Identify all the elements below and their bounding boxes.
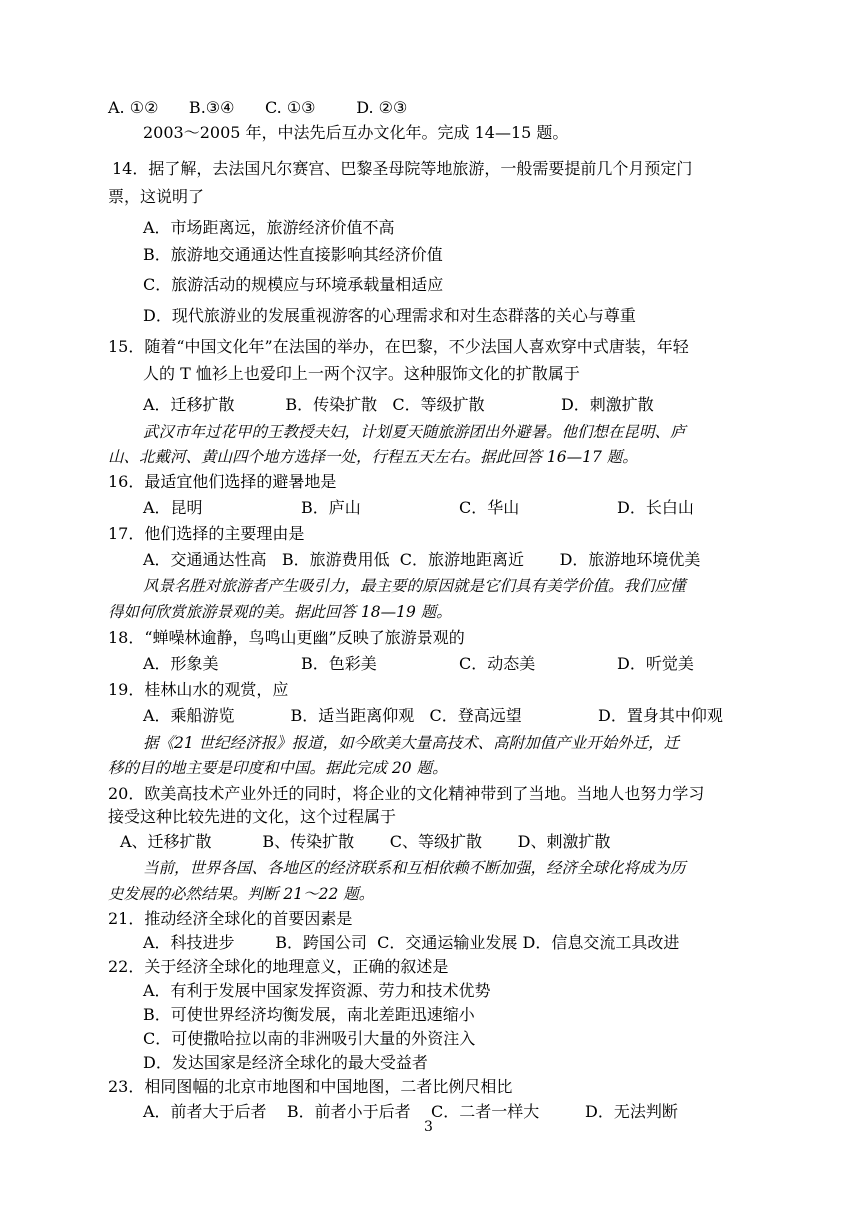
material-18-19: 风景名胜对旅游者产生吸引力，最主要的原因就是它们具有美学价值。我们应懂 [143,577,686,595]
q18-option-b: B．色彩美 [301,654,377,673]
q20-stem-cont: 接受这种比较先进的文化，这个过程属于 [108,807,397,826]
q15-stem: 15．随着“中国文化年”在法国的举办，在巴黎，不少法国人喜欢穿中式唐装，年轻 [108,337,689,356]
q14-option-b: B．旅游地交通通达性直接影响其经济价值 [143,245,443,264]
material-21-22: 当前，世界各国、各地区的经济联系和互相依赖不断加强，经济全球化将成为历 [143,859,686,877]
material-16-17: 武汉市年过花甲的王教授夫妇，计划夏天随旅游团出外避暑。他们想在昆明、庐 [143,423,686,441]
q17-stem: 17．他们选择的主要理由是 [108,524,305,543]
q20-options: A、迁移扩散 B、传染扩散 C、等级扩散 D、刺激扩散 [120,832,611,851]
q23-options: A．前者大于后者 B．前者小于后者 C．二者一样大 D．无法判断 [143,1102,678,1121]
q19-options: A．乘船游览 B．适当距离仰观 C．登高远望 D．置身其中仰观 [143,706,723,725]
material-20: 据《21 世纪经济报》报道，如今欧美大量高技术、高附加值产业开始外迁，迁 [143,734,680,752]
q22-stem: 22．关于经济全球化的地理意义，正确的叙述是 [108,957,449,976]
q18-option-a: A．形象美 [143,654,219,673]
q22-option-d: D．发达国家是经济全球化的最大受益者 [143,1053,428,1072]
q14-stem: 14．据了解，去法国凡尔赛宫、巴黎圣母院等地旅游，一般需要提前几个月预定门 [112,159,693,178]
material-21-22-cont: 史发展的必然结果。判断 21～22 题。 [108,885,375,903]
q21-stem: 21．推动经济全球化的首要因素是 [108,909,353,928]
q16-stem: 16．最适宜他们选择的避暑地是 [108,472,337,491]
q16-options [143,498,694,518]
q18-stem: 18．“蝉噪林逾静，鸟鸣山更幽”反映了旅游景观的 [108,628,465,647]
q16-option-d: D．长白山 [617,498,694,517]
q17-options: A．交通通达性高 B．旅游费用低 C．旅游地距离近 D．旅游地环境优美 [143,550,701,569]
q19-stem: 19．桂林山水的观赏，应 [108,680,289,699]
q16-option-c: C．华山 [459,498,520,517]
q22-option-a: A．有利于发展中国家发挥资源、劳力和技术优势 [143,981,491,1000]
q16-option-b: B．庐山 [301,498,361,517]
q18-option-c: C．动态美 [459,654,536,673]
q15-options: A．迁移扩散 B．传染扩散 C．等级扩散 D．刺激扩散 [143,395,654,414]
q18-options [143,654,694,674]
q23-stem: 23．相同图幅的北京市地图和中国地图，二者比例尺相比 [108,1077,513,1096]
section-intro-14-15: 2003～2005 年，中法先后互办文化年。完成 14—15 题。 [143,123,569,142]
q18-option-d: D．听觉美 [617,654,694,673]
q13-options: A. ①② B.③④ C. ①③ D. ②③ [108,98,408,117]
q16-option-a: A．昆明 [143,498,203,517]
q14-stem-cont: 票，这说明了 [108,187,205,206]
q14-option-c: C．旅游活动的规模应与环境承载量相适应 [143,275,444,294]
q14-option-a: A．市场距离远，旅游经济价值不高 [143,218,395,237]
q22-option-c: C．可使撒哈拉以南的非洲吸引大量的外资注入 [143,1029,476,1048]
material-16-17-cont: 山、北戴河、黄山四个地方选择一处，行程五天左右。据此回答 16—17 题。 [108,448,638,466]
q15-stem-cont: 人的 T 恤衫上也爱印上一两个汉字。这种服饰文化的扩散属于 [143,364,580,383]
material-18-19-cont: 得如何欣赏旅游景观的美。据此回答 18—19 题。 [108,603,452,621]
page-number: 3 [424,1119,433,1135]
q20-stem: 20．欧美高技术产业外迁的同时，将企业的文化精神带到了当地。当地人也努力学习 [108,784,705,803]
q21-options: A．科技进步 B．跨国公司 C．交通运输业发展 D．信息交流工具改进 [143,933,680,952]
q14-option-d: D．现代旅游业的发展重视游客的心理需求和对生态群落的关心与尊重 [143,306,636,325]
material-20-cont: 移的目的地主要是印度和中国。据此完成 20 题。 [108,759,448,777]
q22-option-b: B．可使世界经济均衡发展，南北差距迅速缩小 [143,1005,475,1024]
